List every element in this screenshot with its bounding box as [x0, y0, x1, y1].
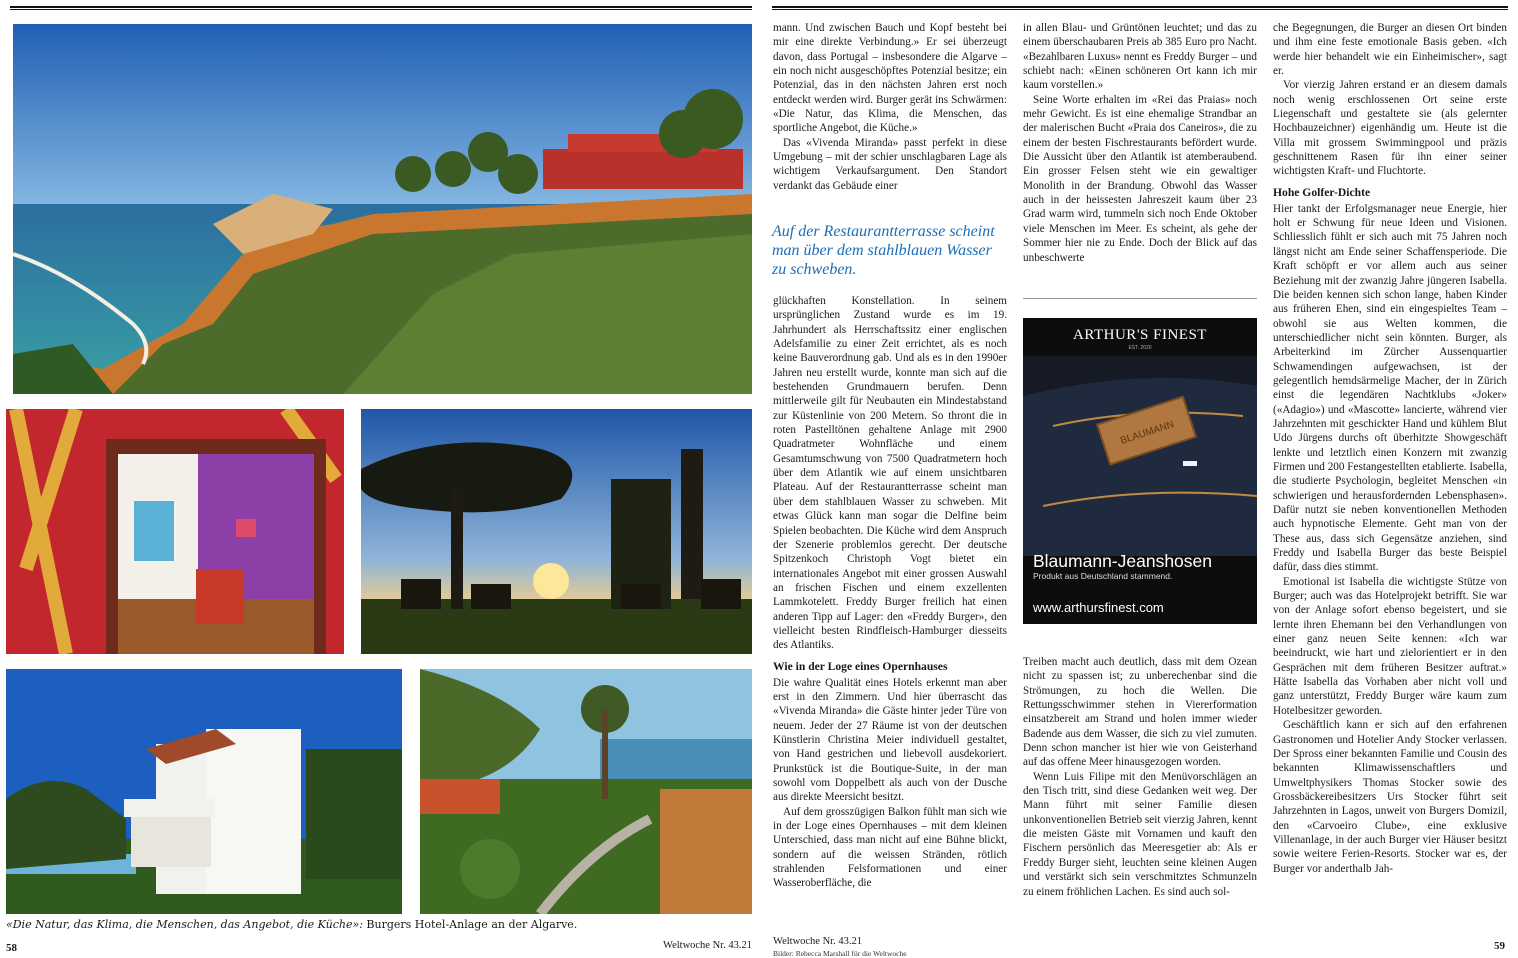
- issue-label-left: Weltwoche Nr. 43.21: [663, 940, 752, 951]
- sunset-terrace-photo: [361, 409, 752, 654]
- ad-patch-text: BLAUMANN: [1119, 419, 1176, 447]
- article-column-2-top: [1023, 21, 1257, 265]
- paragraph: in allen Blau- und Grüntönen leuchtet; und das zu einem überschaubaren Preis ab 385 Euro pro Nacht. «Bezahlbaren Luxus» nennt es Freddy Burger – und schiebt nach: «Einen schöneren Ort kann ich mir kaum vorstellen.»: [1023, 22, 1257, 92]
- ad-established: EST. 2020: [1128, 345, 1152, 351]
- villa-photo: [6, 669, 402, 914]
- top-rule-left: [10, 6, 752, 10]
- ad-url-link[interactable]: www.arthursfinest.com: [1033, 600, 1164, 615]
- article-column-1-bottom: [773, 294, 1007, 891]
- caption-text: Burgers Hotel-Anlage an der Algarve.: [362, 918, 578, 931]
- paragraph: mann. Und zwischen Bauch und Kopf besteht bei mir eine direkte Verbindung.» Er sei überzeugt davon, dass Portugal – insbesondere die Algarve – ein noch nicht ausgeschöpftes Potenzial besitze; ein Potenzial, das in den nächsten Jahren erst noch entdeckt werden wird. Burger gerät ins Schwärmen: «Die Natur, das Klima, die Menschen, das sportliche Angebot, die Küche.»: [773, 22, 1007, 135]
- paragraph: Wenn Luis Filipe mit den Menüvorschlägen an den Tisch tritt, sind diese Gedanken weit weg. Der Mann führt mit seiner Familie diesen unkonventionellen Betrieb seit vierzig Jahren, kennt die meisten Gäste mit Vornamen und kauft den Fischern persönlich das Meeresgetier ab: Als er Freddy Burger sieht, leuchten seine kleinen Augen und verstärkt sich sein verschmitztes Schmunzeln zu einem fröhlichen Lachen. Es sind auch sol-: [1023, 770, 1257, 898]
- paragraph: Auf dem grosszügigen Balkon fühlt man sich wie in der Loge eines Opernhauses – mit dem kleinen Unterschied, dass man nicht auf eine Bühne blickt, sondern auf die weissen Stränden, rötlich strahlenden Felsformationen und einer Wasseroberfläche, die: [773, 805, 1007, 890]
- page-number-right: 59: [1494, 940, 1505, 952]
- paragraph: Emotional ist Isabella die wichtigste Stütze von Burger; auch was das Hotelprojekt betrifft. Sie war von der Anlage sofort ebenso begeistert, und sie lernte ihren Ehemann bei den Verhandlungen von einer ganz neuen Seite kennen: «Ich war beeindruckt, wie hart und zielorientiert er in den Gesprächen mit dem früheren Besitzer auftrat.» Hätte Isabella das Vorhaben aber nicht voll und ganz unterstützt, Freddy Burger wäre kaum zum Hotelbesitzer geworden.: [1273, 575, 1507, 717]
- divider: [1023, 298, 1257, 299]
- photo-credit: Bilder: Rebecca Marshall für die Weltwoche: [773, 949, 907, 958]
- paragraph: Seine Worte erhalten im «Rei das Praias» noch mehr Gewicht. Es ist eine ehemalige Strandbar an der malerischen Bucht «Praia dos Caneiros», die zu einem der besten Fischrestaurants befördert wurde. Die Aussicht über den Atlantik ist atemberaubend. Ein grosser Felsen steht wie ein gewaltiger Monolith in der Brandung. Obwohl das Wasser auch in der heissesten Jahreszeit kaum über 23 Grad warm wird, tummeln sich noch Ende Oktober viele Menschen im Meer. Es scheint, als gehe der Sommer hier nie zu Ende. Doch der Blick auf das unbeschwerte: [1023, 93, 1257, 264]
- ad-product: Blaumann-Jeanshosen: [1033, 551, 1213, 571]
- paragraph: glückhaften Konstellation. In seinem ursprünglichen Zustand wurde es im 19. Jahrhundert als Herrschaftssitz einer englischen Adelsfamilie zu einer Zeit errichtet, als es noch keine Bauverordnung gab. Und als es in den 1990er Jahren neu erstellt wurde, konnte man sich auf die bestehenden Grundmauern berufen. Denn mittlerweile gilt für Neubauten ein Mindestabstand zur Küstenlinie von 200 Metern. So thront die in roten Pastelltönen gehaltene Anlage mit 2900 Quadratmeter Wohnfläche und einem Gesamtumschwung von 7500 Quadratmetern hoch über dem Atlantik wie auf einem unsichtbaren Plateau. Auf der Restaurantterrasse scheint man über dem stahlblauen Wasser zu schweben. Mit etwas Glück kann man sogar die Delfine beim Spielen beobachten. Die Küche wird dem Anspruch der Szenerie problemlos gerecht. Der deutsche Spitzenkoch Christoph Vogt bietet ein internationales Angebot mit einer grossen Auswahl an frischen Fischen und einem exzellenten Lammkotelett. Freddy Burger freilich hat einen anderen Tipp auf Lager: den «Freddy Burger», den vielleicht besten Rindfleisch-Hamburger diesseits des Atlantiks.: [773, 295, 1007, 652]
- subheading: Wie in der Loge eines Opernhauses: [773, 659, 948, 673]
- ad-tagline: Produkt aus Deutschland stammend.: [1033, 571, 1173, 581]
- article-column-1-top: [773, 21, 1007, 193]
- page-number-left: 58: [6, 942, 17, 954]
- paragraph: Treiben macht auch deutlich, dass mit dem Ozean nicht zu spassen ist; zu unberechenbar sind die Strömungen, zu hoch die Wellen. Die Rettungsschwimmer stehen in Viererformation einsatzbereit am Strand und holen immer wieder Badende aus dem Wasser, die sich zu viel zumuten. Denn schon mancher ist hier wie von Geisterhand auf das offene Meer hinausgezogen worden.: [1023, 656, 1257, 769]
- subheading: Hohe Golfer-Dichte: [1273, 185, 1371, 199]
- caption-quote: «Die Natur, das Klima, die Menschen, das Angebot, die Küche»:: [6, 918, 363, 931]
- paragraph: Hier tankt der Erfolgsmanager neue Energie, hier holt er Schwung für neue Ideen und Visionen. Schliesslich fühlt er sich auch mit 75 Jahren noch längst nicht am Ende seiner Schaffensperiode. Die Kraft schöpft er vor allem auch aus seiner Beziehung mit der zwanzig Jahre jüngeren Isabella. Die beiden kennen sich schon lange, haben Kinder aus früheren Ehen, sind ein eingespieltes Team – obwohl sie aus Welten kommen, die unterschiedlicher nicht sein könnten. Burger, als Arbeiterkind im Zürcher Aussenquartier Schwamendingen aufgewachsen, ist der gelegentlich hemdsärmelige Macher, der in Zürich einst die legendären Nachtklubs «Joker» («Adagio») und «Mascotte» lancierte, während vier Jahrzehnten mit geschickter Hand und kühlem Blut Udo Jürgens durchs oft überhitzte Showgeschäft lenkte und letztlich einen Konzern mit zwanzig Firmen und 200 Festangestellten etablierte. Isabella, die studierte Psychologin, begleitet Menschen «in schwierigen und herausfordernden Lebensphasen». Dafür nutzt sie neben konventionellen Methoden auch hypnotische Elemente. Geht man von der These aus, dass sich Gegensätze anziehen, sind Freddy und Isabella Burger das beste Beispiel dafür, dass dies stimmt.: [1273, 202, 1507, 574]
- ad-brand: ARTHUR'S FINEST: [1073, 327, 1207, 343]
- paragraph: che Begegnungen, die Burger an diesen Ort binden und ihm eine feste emotionale Basis geben. «Ich werde hier behandelt wie ein Einheimischer», sagt er.: [1273, 22, 1507, 78]
- coastline-photo: [13, 24, 752, 394]
- interior-photo: [6, 409, 344, 654]
- article-column-3: [1273, 21, 1507, 876]
- pull-quote: Auf der Restaurantterrasse scheint man über dem stahlblauen Wasser zu schweben.: [772, 223, 995, 278]
- paragraph: Das «Vivenda Miranda» passt perfekt in diese Umgebung – mit der schier unschlagbaren Lage als wichtigem Verkaufsargument. Den Standort verdankt das Gebäude einer: [773, 136, 1007, 192]
- garden-photo: [420, 669, 752, 914]
- photo-caption: [6, 918, 746, 932]
- jeans-advertisement[interactable]: [1023, 318, 1257, 624]
- article-column-2-bottom: [1023, 655, 1257, 899]
- paragraph: Geschäftlich kann er sich auf den erfahrenen Gastronomen und Hotelier Andy Stocker verlassen. Der Spross einer bekannten Familie und Cousin des bekannten Klimawissenschaftlers und Umweltphysikers Thomas Stocker sowie des Grossbäckereibesitzers Urs Stocker führt seit Jahrzehnten in Lagos, unweit von Burgers Domizil, den «Carvoeiro Clube», eine exklusive Villenanlage, in der auch Burger vier Häuser besitzt sowie weitere Ferien-Resorts. Stocker war es, der Burger vor anderthalb Jah-: [1273, 719, 1507, 875]
- paragraph: Vor vierzig Jahren erstand er an diesem damals noch wenig erschlossenen Ort seine erste Liegenschaft und gestaltete sie (als gelernter Hochbauzeichner) eigenhändig um. Heute ist die Villa mit grossem Swimmingpool und präzis geschnittenem Rasen für ihn einer seiner wichtigsten Kraft- und Fluchtorte.: [1273, 79, 1507, 178]
- paragraph: Die wahre Qualität eines Hotels erkennt man aber erst in den Zimmern. Und hier überrascht das «Vivenda Miranda» die Gäste hinter jeder Türe von neuem. Jeder der 27 Räume ist von der deutschen Künstlerin Christina Meier individuell gestaltet, von Hand gestrichen und liebevoll ausdekoriert. Prunkstück ist die Boutique-Suite, in der man sowohl vom Doppelbett als auch von der Dusche aus direkte Meersicht besitzt.: [773, 676, 1007, 804]
- issue-label-right: Weltwoche Nr. 43.21: [773, 936, 862, 947]
- top-rule-right: [772, 6, 1508, 10]
- jeans-image: [1023, 356, 1257, 556]
